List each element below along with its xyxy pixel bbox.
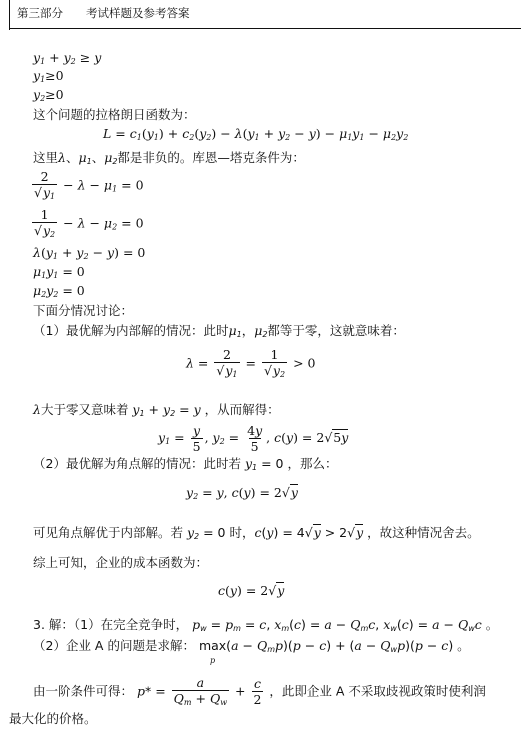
interior-solution: $y_1$ = $\frac{y}{5}$ , $y_2$ = $\frac{4y}{5}$ , c(y) = 2√5y — [158, 423, 349, 455]
case-2-heading: （2）最优解为角点解的情况：此时若 $y_1 = 0$ ，那么： — [33, 456, 338, 472]
lagrange-function: $L = c_1(y_1) + c_2(y_2) - \lambda(y_1 + y_2 - y) - \mu_1y_1 - \mu_2y_2$ — [103, 126, 409, 142]
kkt-condition-3: $\lambda(y_1 + y_2 - y) = 0$ — [33, 245, 146, 261]
section-label: 第三部分 — [17, 6, 63, 20]
constraint-1: $y_1 + y_2 \ge y$ — [33, 50, 102, 66]
case-1-heading: （1）最优解为内部解的情况：此时$\mu_1$，$\mu_2$都等于零，这就意味着： — [33, 323, 405, 339]
comparison-statement: 可见角点解优于内部解。若 $y_2 = 0$ 时，c(y) = 4√y > 2√y ，故这种情况舍去。 — [33, 525, 480, 541]
cost-function: c(y) = 2√y — [218, 583, 285, 598]
summary-statement: 综上可知，企业的成本函数为： — [33, 555, 209, 570]
constraint-2: $y_1\ge 0$ — [33, 68, 64, 84]
header-rule — [9, 28, 521, 29]
lambda-positive-statement: λ大于零又意味着 $y_1 + y_2 = y$ ，从而解得： — [33, 402, 280, 418]
corner-solution: $y_2 = y$, c(y) = 2√y — [186, 485, 298, 501]
question-3-part-2: （2）企业 A 的问题是求解： max $p(a - Q_mp)(p - c) + (a - Q_wp)(p - c)$ 。 — [33, 638, 470, 665]
first-order-condition-cont: 最大化的价格。 — [9, 711, 97, 726]
lagrange-intro: 这个问题的拉格朗日函数为： — [33, 107, 196, 122]
interior-lambda-equation: λ = $\frac{2}{√y_1}$ = $\frac{1}{√y_2}$ > 0 — [186, 347, 316, 380]
discussion-intro: 下面分情况讨论： — [33, 303, 134, 318]
nonneg-statement: 这里λ、$\mu_1$、$\mu_2$都是非负的。库恩—塔克条件为： — [33, 150, 305, 166]
left-margin-rule — [9, 0, 10, 30]
kkt-condition-1: $\frac{2}{√y_1}$ − $\lambda - \mu_1 = 0$ — [34, 169, 144, 202]
kkt-condition-4: $\mu_1y_1 = 0$ — [33, 264, 85, 280]
constraint-3: $y_2\ge 0$ — [33, 87, 64, 103]
first-order-condition: 由一阶条件可得： p* = $\frac{a}{Q_m + Q_w}$ + $\frac{c}{2}$ ，此即企业 A 不采取歧视政策时使利润 — [33, 675, 486, 708]
question-3-part-1: 3. 解：（1）在完全竞争时， $p_w = p_m = c$, $x_m(c) = a - Q_mc$, $x_w(c) = a - Q_wc$ 。 — [33, 617, 499, 633]
page-title: 考试样题及参考答案 — [86, 6, 190, 20]
kkt-condition-5: $\mu_2y_2 = 0$ — [33, 283, 85, 299]
kkt-condition-2: $\frac{1}{√y_2}$ − $\lambda - \mu_2 = 0$ — [34, 207, 144, 240]
